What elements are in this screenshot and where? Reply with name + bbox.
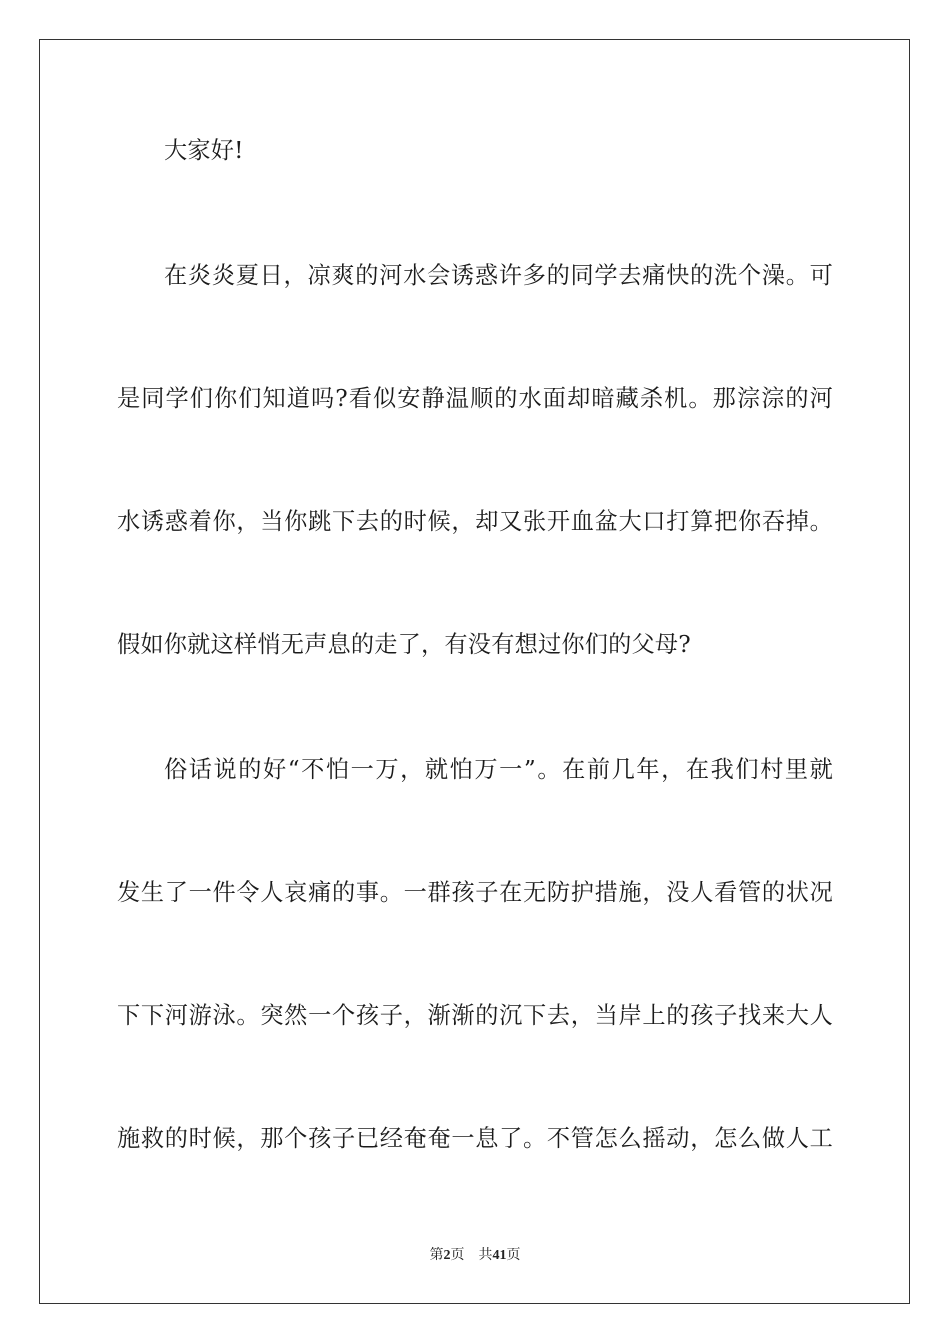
greeting-line: 大家好!	[164, 137, 244, 164]
paragraph-2-line-2: 发生了一件令人哀痛的事。一群孩子在无防护措施，没人看管的状况	[117, 879, 833, 906]
page-border	[39, 39, 910, 1304]
page-total: 41	[492, 1248, 507, 1263]
total-suffix: 页	[506, 1247, 521, 1263]
total-prefix: 共	[478, 1247, 493, 1263]
page-current: 2	[443, 1248, 451, 1263]
paragraph-1-line-2: 是同学们你们知道吗?看似安静温顺的水面却暗藏杀机。那淙淙的河	[117, 385, 833, 412]
paragraph-1-line-3: 水诱惑着你，当你跳下去的时候，却又张开血盆大口打算把你吞掉。	[117, 508, 833, 535]
paragraph-2-line-4: 施救的时候，那个孩子已经奄奄一息了。不管怎么摇动，怎么做人工	[117, 1125, 833, 1152]
page-footer	[0, 1245, 950, 1266]
paragraph-2-line-3: 下下河游泳。突然一个孩子，渐渐的沉下去，当岸上的孩子找来大人	[117, 1002, 833, 1029]
page-suffix: 页	[450, 1247, 465, 1263]
page-prefix: 第	[429, 1247, 444, 1263]
paragraph-1-line-4: 假如你就这样悄无声息的走了，有没有想过你们的父母?	[117, 631, 691, 658]
paragraph-2-line-1: 俗话说的好“不怕一万，就怕万一”。在前几年，在我们村里就	[164, 756, 833, 783]
paragraph-1-line-1: 在炎炎夏日，凉爽的河水会诱惑许多的同学去痛快的洗个澡。可	[164, 262, 833, 289]
